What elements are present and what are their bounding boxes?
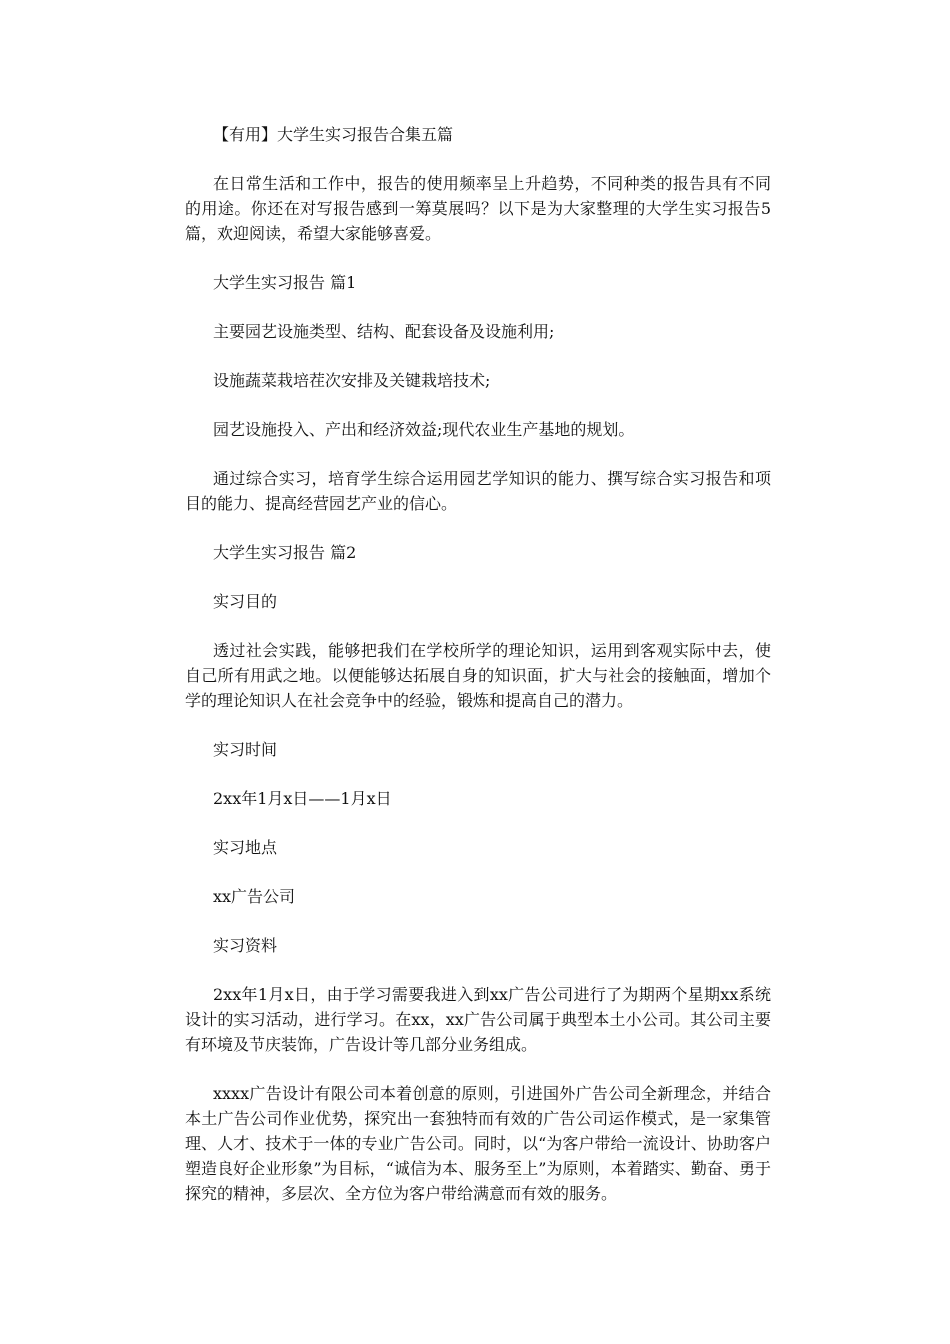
paragraph: xxxx广告设计有限公司本着创意的原则，引进国外广告公司全新理念，并结合本土广告公司作业优势，探究出一套独特而有效的广告公司运作模式，是一家集管理、人才、技术于一体的专业广告公司。同时，以“为客户带给一流设计、协助客户塑造良好企业形象”为目标，“诚信为本、服务至上”为原则，本着踏实、勤奋、勇于探究的精神，多层次、全方位为客户带给满意而有效的服务。 [185,1084,771,1203]
spacer [185,393,771,417]
spacer [185,295,771,319]
spacer [185,860,771,884]
subheading: 实习时间 [213,740,278,759]
subheading: 实习资料 [213,936,278,955]
spacer [185,1057,771,1081]
spacer [185,565,771,589]
spacer [185,442,771,466]
spacer [185,762,771,786]
spacer [185,516,771,540]
document-body [185,122,771,1206]
subheading: 实习地点 [213,838,278,857]
paragraph: xx广告公司 [213,887,296,906]
spacer [185,147,771,171]
spacer [185,713,771,737]
spacer [185,614,771,638]
section-heading-2: 大学生实习报告 篇2 [213,543,357,562]
paragraph: 设施蔬菜栽培茬次安排及关键栽培技术; [213,371,491,390]
intro-paragraph: 在日常生活和工作中，报告的使用频率呈上升趋势，不同种类的报告具有不同的用途。你还在对写报告感到一筹莫展吗？以下是为大家整理的大学生实习报告5篇，欢迎阅读，希望大家能够喜爱。 [185,174,771,243]
spacer [185,958,771,982]
subheading: 实习目的 [213,592,278,611]
paragraph: 主要园艺设施类型、结构、配套设备及设施利用; [213,322,555,341]
spacer [185,909,771,933]
paragraph: 园艺设施投入、产出和经济效益;现代农业生产基地的规划。 [213,420,635,439]
paragraph: 透过社会实践，能够把我们在学校所学的理论知识，运用到客观实际中去，使自己所有用武之地。以便能够达拓展自身的知识面，扩大与社会的接触面，增加个学的理论知识人在社会竞争中的经验，锻炼和提高自己的潜力。 [185,641,771,710]
spacer [185,344,771,368]
paragraph: 2xx年1月x日——1月x日 [213,789,392,808]
spacer [185,811,771,835]
paragraph: 通过综合实习，培育学生综合运用园艺学知识的能力、撰写综合实习报告和项目的能力、提高经营园艺产业的信心。 [185,469,771,513]
section-heading-1: 大学生实习报告 篇1 [213,273,357,292]
document-title: 【有用】大学生实习报告合集五篇 [213,125,454,144]
paragraph: 2xx年1月x日，由于学习需要我进入到xx广告公司进行了为期两个星期xx系统设计的实习活动，进行学习。在xx，xx广告公司属于典型本土小公司。其公司主要有环境及节庆装饰，广告设计等几部分业务组成。 [185,985,771,1054]
spacer [185,246,771,270]
